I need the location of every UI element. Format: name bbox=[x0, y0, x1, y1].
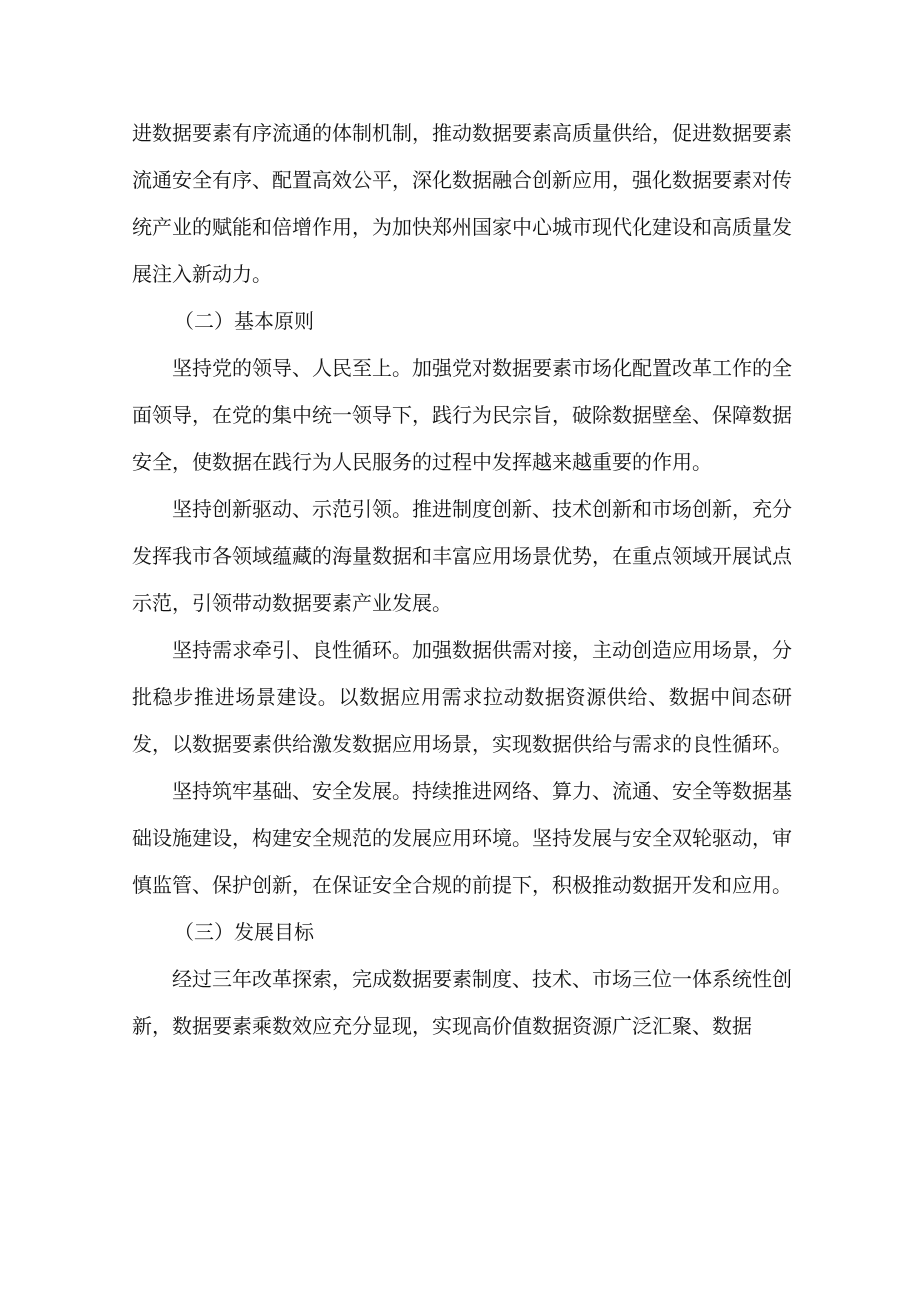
paragraph-goals: 经过三年改革探索，完成数据要素制度、技术、市场三位一体系统性创新，数据要素乘数效应充分显现，实现高价值数据资源广泛汇聚、数据 bbox=[132, 967, 792, 1038]
section-heading-development-goals: （三）发展目标 bbox=[174, 920, 314, 944]
document-body bbox=[132, 110, 792, 1050]
paragraph-principle-party-leadership: 坚持党的领导、人民至上。加强党对数据要素市场化配置改革工作的全面领导，在党的集中统一领导下，践行为民宗旨，破除数据壁垒、保障数据安全，使数据在践行为人民服务的过程中发挥越来越重要的作用。 bbox=[132, 356, 792, 474]
paragraph-principle-security: 坚持筑牢基础、安全发展。持续推进网络、算力、流通、安全等数据基础设施建设，构建安全规范的发展应用环境。坚持发展与安全双轮驱动，审慎监管、保护创新，在保证安全合规的前提下，积极推动数据开发和应用。 bbox=[132, 779, 792, 897]
paragraph-principle-demand: 坚持需求牵引、良性循环。加强数据供需对接，主动创造应用场景，分批稳步推进场景建设。以数据应用需求拉动数据资源供给、数据中间态研发，以数据要素供给激发数据应用场景，实现数据供给与需求的良性循环。 bbox=[132, 638, 792, 756]
section-heading-basic-principles: （二）基本原则 bbox=[174, 309, 314, 333]
paragraph-principle-innovation: 坚持创新驱动、示范引领。推进制度创新、技术创新和市场创新，充分发挥我市各领域蕴藏的海量数据和丰富应用场景优势，在重点领域开展试点示范，引领带动数据要素产业发展。 bbox=[132, 497, 792, 615]
paragraph-intro-continuation: 进数据要素有序流通的体制机制，推动数据要素高质量供给，促进数据要素流通安全有序、配置高效公平，深化数据融合创新应用，强化数据要素对传统产业的赋能和倍增作用，为加快郑州国家中心城市现代化建设和高质量发展注入新动力。 bbox=[132, 121, 792, 286]
